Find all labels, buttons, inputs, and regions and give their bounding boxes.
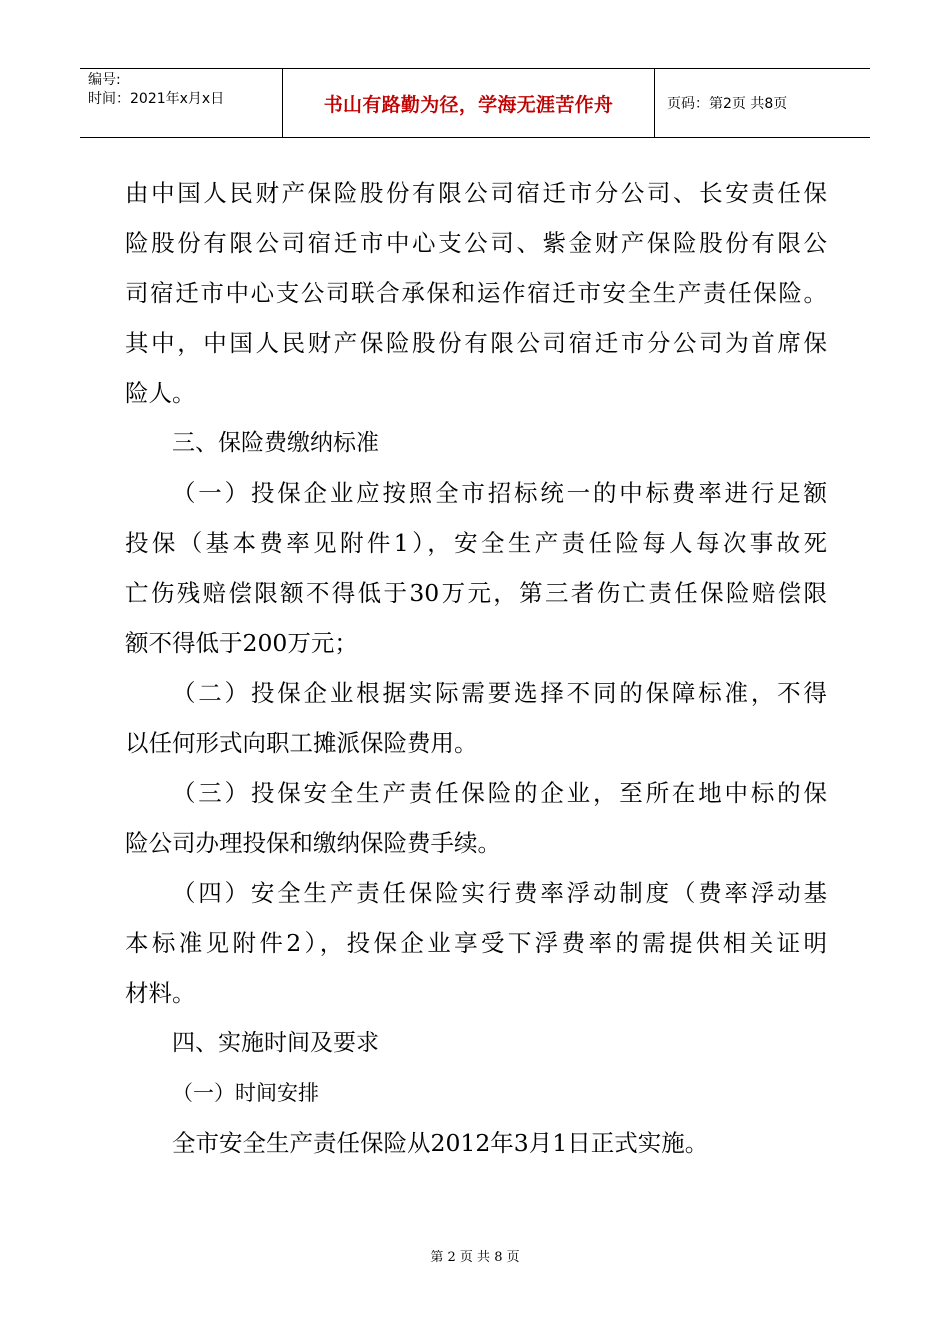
paragraph-line: （三）投保安全生产责任保险的企业，至所在地中标的保 [172,779,827,807]
header-page-label: 页码：第2页 共8页 [667,96,788,112]
paragraph-line: 额不得低于200万元； [125,629,358,657]
body-line: 险人。 [125,379,196,407]
paragraph-line: 材料。 [125,979,196,1007]
section-heading-3: 三、保险费缴纳标准 [172,430,379,456]
subsection-heading: （一）时间安排 [172,1081,319,1105]
paragraph-line: 以任何形式向职工摊派保险费用。 [125,729,478,757]
paragraph-line: 本标准见附件2），投保企业享受下浮费率的需提供相关证明 [125,929,827,957]
paragraph-line: （一）投保企业应按照全市招标统一的中标费率进行足额 [172,479,827,507]
document-body [125,168,827,1168]
page-footer: 第 2 页 共 8 页 [430,1250,520,1265]
header-meta [80,69,283,137]
paragraph-line: 投保（基本费率见附件1），安全生产责任险每人每次事故死 [125,529,827,557]
paragraph-line: 亡伤残赔偿限额不得低于30万元，第三者伤亡责任保险赔偿限 [125,579,827,607]
number-label: 编号: [88,72,121,88]
section-heading-4: 四、实施时间及要求 [172,1030,379,1056]
paragraph-line: （四）安全生产责任保险实行费率浮动制度（费率浮动基 [172,879,827,907]
page-header [80,68,870,138]
body-line: 险股份有限公司宿迁市中心支公司、紫金财产保险股份有限公 [125,229,827,257]
paragraph-line: 险公司办理投保和缴纳保险费手续。 [125,829,501,857]
body-line: 其中，中国人民财产保险股份有限公司宿迁市分公司为首席保 [125,329,827,357]
body-line: 司宿迁市中心支公司联合承保和运作宿迁市安全生产责任保险。 [125,279,827,307]
paragraph-line: 全市安全生产责任保险从2012年3月1日正式实施。 [172,1129,709,1157]
time-label: 时间：2021年x月x日 [88,91,225,107]
paragraph-line: （二）投保企业根据实际需要选择不同的保障标准，不得 [172,679,827,707]
header-motto: 书山有路勤为径，学海无涯苦作舟 [283,69,655,137]
body-line: 由中国人民财产保险股份有限公司宿迁市分公司、长安责任保 [125,179,827,207]
